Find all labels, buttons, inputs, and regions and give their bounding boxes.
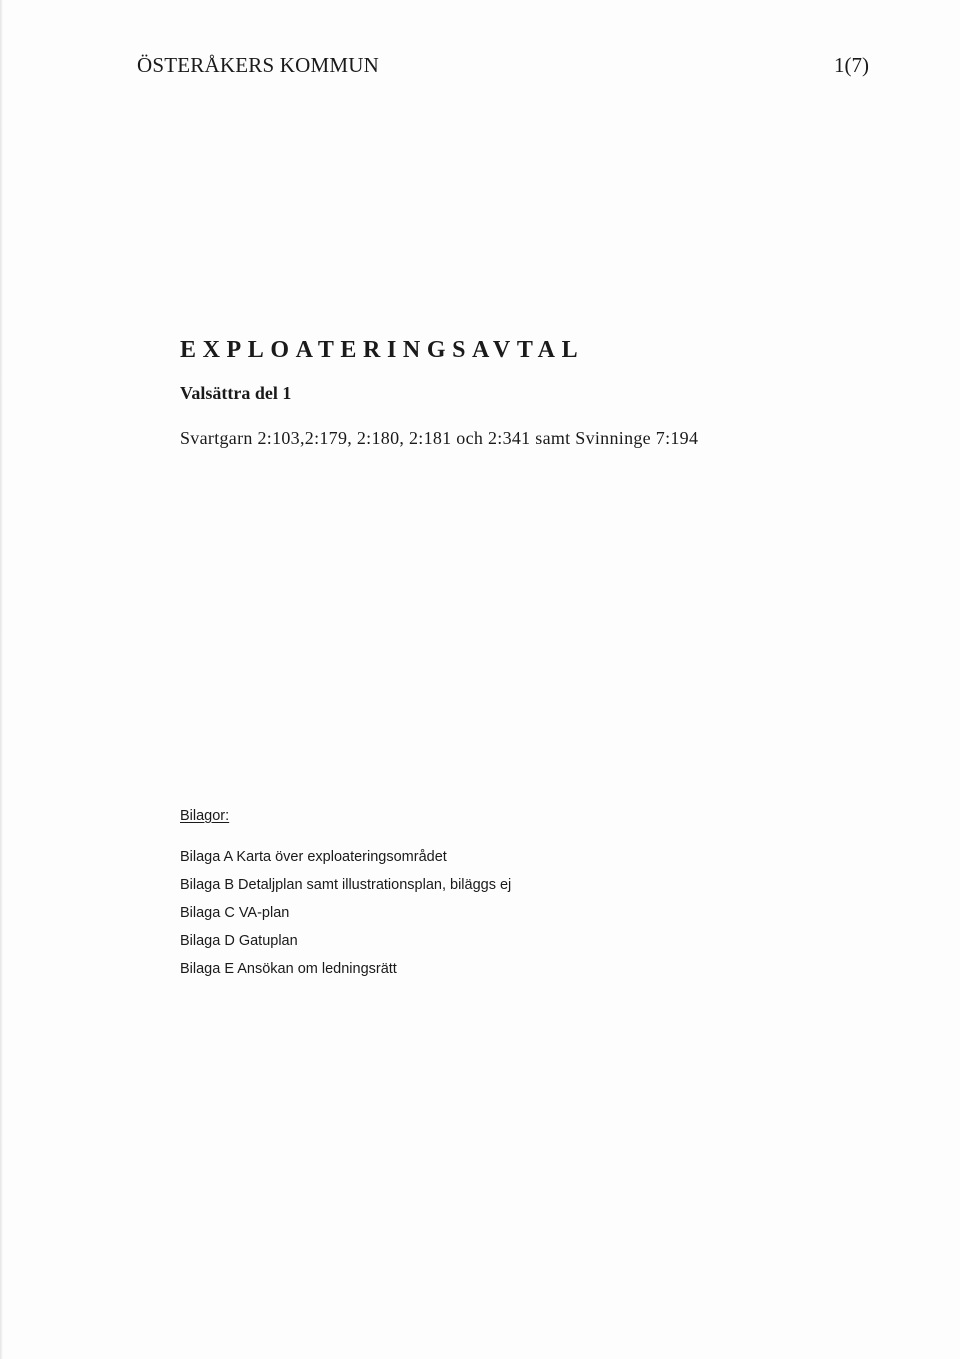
page-edge [0, 0, 3, 1359]
attachment-item: Bilaga C VA-plan [180, 905, 290, 921]
header-page-number: 1(7) [834, 53, 869, 77]
document-properties: Svartgarn 2:103,2:179, 2:180, 2:181 och 2:341 samt Svinninge 7:194 [180, 428, 699, 448]
attachment-item: Bilaga D Gatuplan [180, 933, 298, 949]
attachments-heading: Bilagor: [180, 808, 230, 824]
attachment-item: Bilaga E Ansökan om ledningsrätt [180, 961, 397, 977]
attachment-item: Bilaga B Detaljplan samt illustrationsplan, biläggs ej [180, 877, 512, 893]
attachment-item: Bilaga A Karta över exploateringsområdet [180, 849, 447, 865]
header-organization: ÖSTERÅKERS KOMMUN [137, 53, 380, 77]
document-subtitle: Valsättra del 1 [180, 383, 292, 403]
document-title: EXPLOATERINGSAVTAL [180, 337, 585, 363]
attachments-list [180, 847, 511, 987]
